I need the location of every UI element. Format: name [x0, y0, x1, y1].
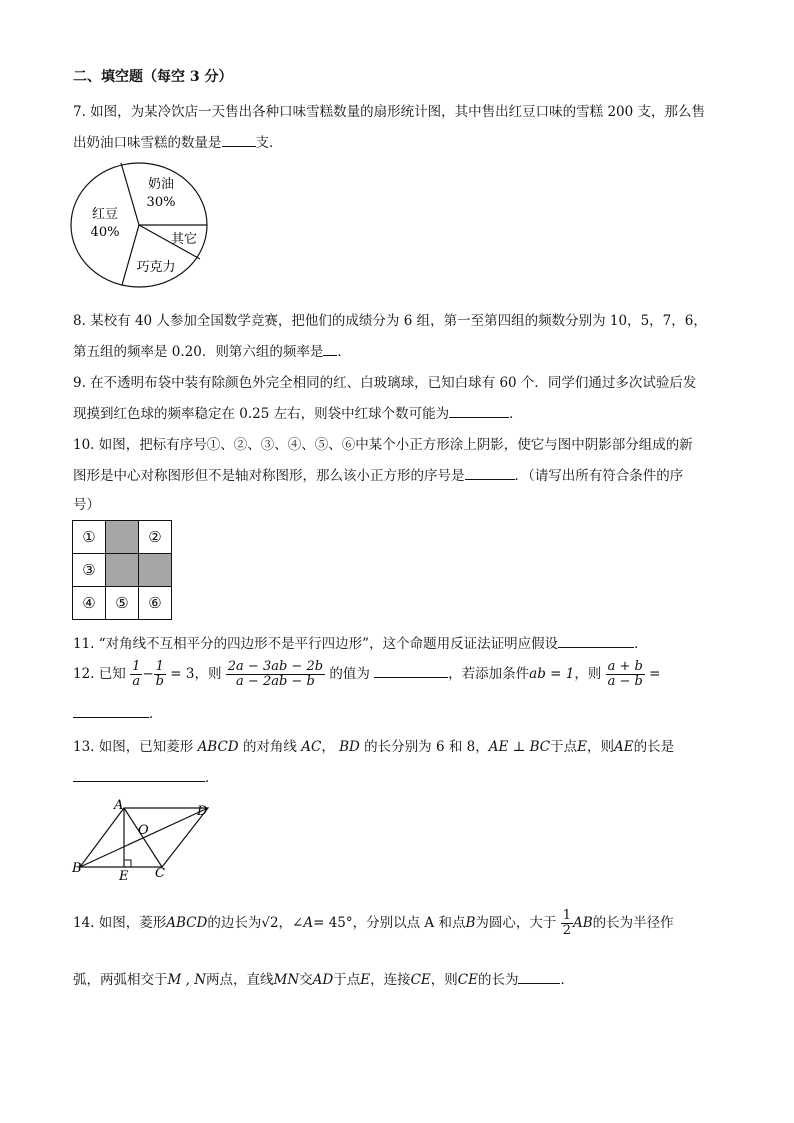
label-e: E	[119, 869, 129, 884]
q9-text: 现摸到红色球的频率稳定在 0.25 左右，则袋中红球个数可能为	[73, 406, 450, 422]
q12-frac-1-over-a: $\frac{1}{a}$	[132, 659, 141, 689]
q8-text: 第五组的频率是 0.20．则第六组的频率是	[73, 344, 324, 360]
q12-line1: 12. 已知 $\frac{1}{a}$ − $\frac{1}{b}$ = 3，则 $\frac{2a - 3ab - 2b}{a - 2ab - b}$ 的值为 ，若添加条件ab = 1，则 $\frac{a + b}{a - b}$ =	[73, 659, 661, 689]
q7-pie-chart	[70, 162, 212, 288]
grid-cell-shaded	[106, 521, 139, 554]
q12-answer-blank-1	[374, 665, 448, 678]
grid-cell-2: ②	[139, 521, 172, 554]
q13-rhombus-figure	[68, 796, 218, 886]
q13-answer-blank	[73, 769, 205, 782]
q14-line2: 弧，两弧相交于M , N两点，直线MN交AD于点E，连接CE，则CE的长为 ．	[73, 972, 574, 988]
pie-pct-naiyou: 30%	[146, 195, 176, 210]
q10-line2	[73, 464, 683, 484]
q11-answer-blank	[558, 635, 634, 648]
pie-pct-hongdou: 40%	[90, 225, 120, 240]
grid-cell-shaded	[139, 554, 172, 587]
grid-cell-4: ④	[73, 587, 106, 620]
q7-answer-blank	[222, 134, 256, 147]
pie-divider-1	[121, 163, 139, 225]
q12-prefix: 12. 已知	[73, 666, 126, 682]
q10-square-grid	[72, 520, 172, 620]
pie-label-qita: 其它	[170, 232, 198, 247]
q9-text-end: ．	[509, 406, 523, 422]
q7-line1: 7. 如图，为某冷饮店一天售出各种口味雪糕数量的扇形统计图，其中售出红豆口味的雪糕 200 支，那么售	[73, 104, 706, 120]
label-a: A	[114, 798, 124, 813]
grid-cell-1: ①	[73, 521, 106, 554]
grid-cell-3: ③	[73, 554, 106, 587]
q14-frac-half: $\frac{1}{2}$	[562, 908, 571, 938]
q10-text: 图形是中心对称图形但不是轴对称图形，那么该小正方形的序号是	[73, 468, 465, 484]
q9-answer-blank	[449, 405, 509, 418]
q11-text-end: ．	[634, 636, 648, 652]
q12-frac-expression: $\frac{2a - 3ab - 2b}{a - 2ab - b}$	[227, 659, 324, 689]
q10-line3: 号）	[73, 497, 100, 513]
q13-line2: ．	[73, 766, 219, 786]
grid-cell-6: ⑥	[139, 587, 172, 620]
grid-cell-shaded	[106, 554, 139, 587]
q10-answer-blank	[465, 467, 515, 480]
q12-answer-blank-2	[73, 705, 149, 718]
section-title: 二、填空题（每空 3 分）	[73, 69, 233, 85]
pie-divider-4	[122, 225, 139, 285]
label-d: D	[197, 804, 208, 819]
q12-frac-1-over-b: $\frac{1}{b}$	[155, 659, 164, 689]
q10-text-end: ．（请写出所有符合条件的序	[514, 468, 684, 484]
q11-text: 11. “对角线不互相平分的四边形不是平行四边形”，这个命题用反证法证明应假设	[73, 636, 559, 652]
q12-line2: ．	[73, 702, 163, 722]
q8-text-end: ．	[337, 344, 351, 360]
grid-cell-5: ⑤	[106, 587, 139, 620]
q7-line2	[73, 131, 283, 151]
label-b: B	[72, 861, 82, 876]
pie-label-naiyou: 奶油	[147, 177, 175, 192]
q12-frac-ab: $\frac{a + b}{a - b}$	[607, 659, 643, 689]
q9-line1: 9. 在不透明布袋中装有除颜色外完全相同的红、白玻璃球，已知白球有 60 个．同学们通过多次试验后发	[73, 375, 697, 391]
q9-line2	[73, 402, 523, 422]
right-angle-mark	[124, 860, 131, 867]
q14-line1: 14. 如图，菱形ABCD的边长为√2，∠A= 45°，分别以点 A 和点B为圆心，大于 $\frac{1}{2}$ AB的长为半径作	[73, 908, 674, 938]
q14-answer-blank	[518, 971, 560, 984]
q13-line1: 13. 如图，已知菱形 ABCD 的对角线 AC， BD 的长分别为 6 和 8，AE ⊥ BC于点E，则AE的长是	[73, 739, 675, 755]
pie-label-qiaokeli: 巧克力	[136, 260, 176, 275]
label-c: C	[155, 866, 165, 881]
q7-text-end: 支．	[255, 135, 283, 151]
pie-label-hongdou: 红豆	[91, 207, 119, 222]
q8-line1: 8. 某校有 40 人参加全国数学竞赛，把他们的成绩分为 6 组，第一至第四组的频数分别为 10，5，7，6，	[73, 313, 707, 329]
q10-line1: 10. 如图，把标有序号①、②、③、④、⑤、⑥中某个小正方形涂上阴影，使它与图中阴影部分组成的新	[73, 437, 693, 453]
q7-text: 出奶油口味雪糕的数量是	[73, 135, 222, 151]
label-o: O	[138, 823, 149, 838]
q8-line2	[73, 340, 351, 360]
q11-line	[73, 632, 648, 652]
q8-answer-blank	[323, 343, 337, 356]
